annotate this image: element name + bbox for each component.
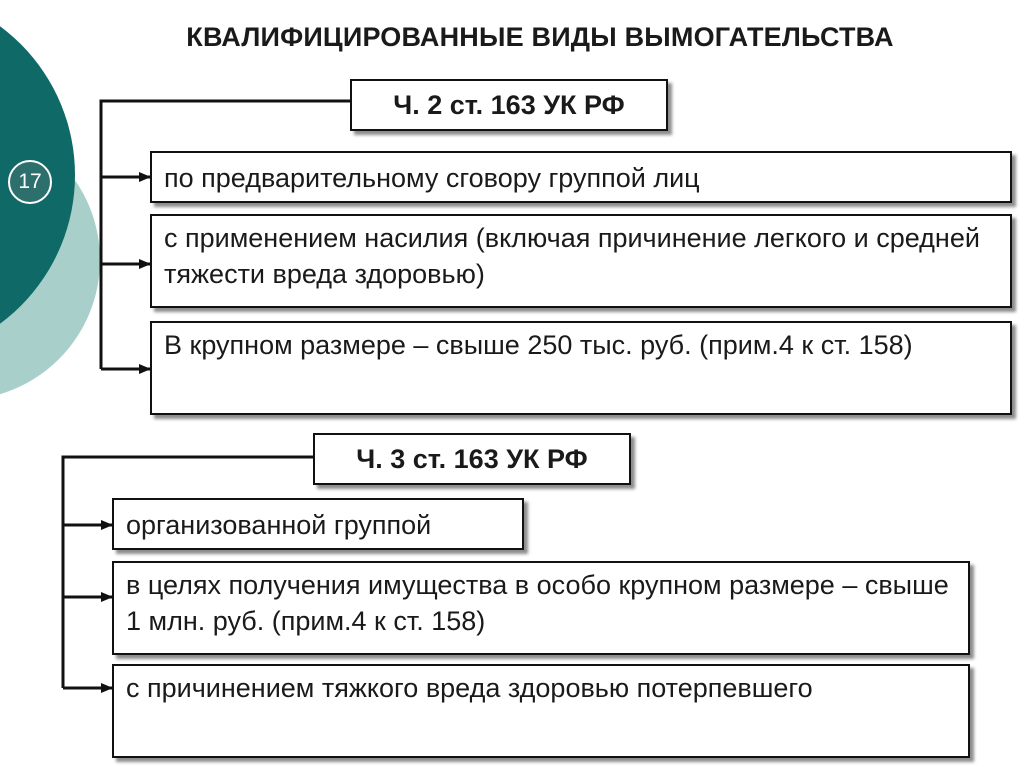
group1-item3: В крупном размере – свыше 250 тыс. руб. (прим.4 к ст. 158) (150, 321, 1012, 415)
group2-item3: с причинением тяжкого вреда здоровью потерпевшего (112, 664, 970, 758)
slide-number-badge: 17 (8, 160, 52, 204)
group1-item2: с применением насилия (включая причинение легкого и средней тяжести вреда здоровью) (150, 214, 1012, 308)
group1-item1: по предварительному сговору группой лиц (150, 151, 1012, 203)
group2-item2: в целях получения имущества в особо крупном размере – свыше 1 млн. руб. (прим.4 к ст. 158) (112, 561, 970, 655)
group2-item1: организованной группой (112, 498, 524, 550)
group1-header: Ч. 2 ст. 163 УК РФ (350, 79, 668, 131)
slide-title: КВАЛИФИЦИРОВАННЫЕ ВИДЫ ВЫМОГАТЕЛЬСТВА (186, 22, 894, 52)
group2-header: Ч. 3 ст. 163 УК РФ (313, 433, 631, 485)
